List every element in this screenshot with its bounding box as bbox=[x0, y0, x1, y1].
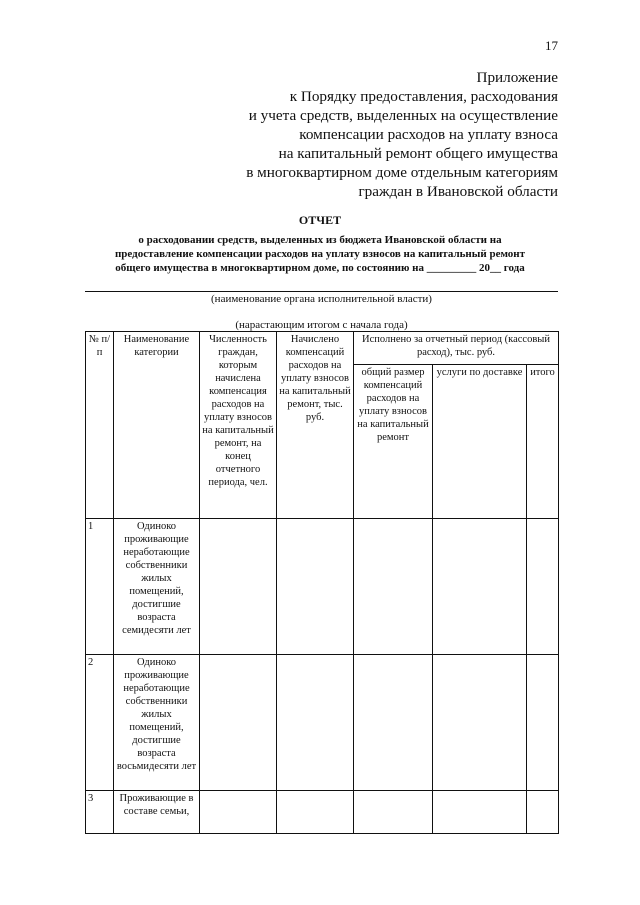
header-delivery: услуги по доставке bbox=[433, 365, 527, 519]
table-row bbox=[86, 791, 559, 834]
header-row bbox=[86, 332, 559, 365]
report-title: ОТЧЕТ bbox=[298, 213, 342, 227]
row-cell[interactable] bbox=[354, 519, 433, 655]
table-row bbox=[86, 519, 559, 655]
row-cell[interactable] bbox=[527, 519, 559, 655]
appendix-block bbox=[138, 68, 558, 201]
appendix-line: компенсации расходов на уплату взноса bbox=[299, 126, 558, 143]
header-count: Численность граждан, которым начислена компенсация расходов на уплату взносов на капитальный ремонт, на конец отчетного периода, чел. bbox=[200, 332, 277, 519]
row-num: 2 bbox=[86, 655, 114, 791]
row-cell[interactable] bbox=[354, 655, 433, 791]
appendix-line: и учета средств, выделенных на осуществление bbox=[248, 107, 558, 124]
row-cell[interactable] bbox=[354, 791, 433, 834]
row-num: 1 bbox=[86, 519, 114, 655]
header-executed: Исполнено за отчетный период (кассовый расход), тыс. руб. bbox=[354, 332, 559, 365]
org-name-underline bbox=[85, 291, 558, 292]
row-cell[interactable] bbox=[277, 791, 354, 834]
subtitle-line: общего имущества в многоквартирном доме, по состоянию на _________ 20__ года bbox=[115, 262, 525, 274]
row-cell[interactable] bbox=[200, 791, 277, 834]
row-cell[interactable] bbox=[527, 791, 559, 834]
header-category: Наименование категории bbox=[114, 332, 200, 519]
page-number: 17 bbox=[545, 38, 558, 53]
row-cell[interactable] bbox=[527, 655, 559, 791]
report-table bbox=[85, 331, 559, 834]
table-row bbox=[86, 655, 559, 791]
row-num: 3 bbox=[86, 791, 114, 834]
subtitle-line: предоставление компенсации расходов на уплату взносов на капитальный ремонт bbox=[114, 248, 526, 260]
row-cell[interactable] bbox=[200, 655, 277, 791]
cumulative-caption: (нарастающим итогом с начала года) bbox=[235, 319, 408, 331]
row-cell[interactable] bbox=[200, 519, 277, 655]
appendix-line: к Порядку предоставления, расходования bbox=[289, 88, 558, 105]
row-cell[interactable] bbox=[277, 655, 354, 791]
row-cell[interactable] bbox=[433, 655, 527, 791]
header-total-amount: общий размер компенсаций расходов на уплату взносов на капитальный ремонт bbox=[354, 365, 433, 519]
header-total: итого bbox=[527, 365, 559, 519]
appendix-line: на капитальный ремонт общего имущества bbox=[278, 145, 558, 162]
row-category: Проживающие в составе семьи, bbox=[114, 791, 200, 834]
row-category: Одиноко проживающие неработающие собственники жилых помещений, достигшие возраста семидесяти лет bbox=[114, 519, 200, 655]
appendix-line: в многоквартирном доме отдельным категориям bbox=[246, 164, 558, 181]
header-accrued: Начислено компенсаций расходов на уплату взносов на капитальный ремонт, тыс. руб. bbox=[277, 332, 354, 519]
row-cell[interactable] bbox=[433, 519, 527, 655]
subtitle-line: о расходовании средств, выделенных из бюджета Ивановской области на bbox=[138, 234, 502, 246]
appendix-line: Приложение bbox=[476, 69, 558, 86]
row-cell[interactable] bbox=[277, 519, 354, 655]
org-caption: (наименование органа исполнительной власти) bbox=[211, 293, 432, 305]
row-cell[interactable] bbox=[433, 791, 527, 834]
report-subtitle bbox=[85, 233, 555, 275]
header-num: № п/п bbox=[86, 332, 114, 519]
row-category: Одиноко проживающие неработающие собственники жилых помещений, достигшие возраста восьмидесяти лет bbox=[114, 655, 200, 791]
appendix-line: граждан в Ивановской области bbox=[358, 183, 558, 200]
